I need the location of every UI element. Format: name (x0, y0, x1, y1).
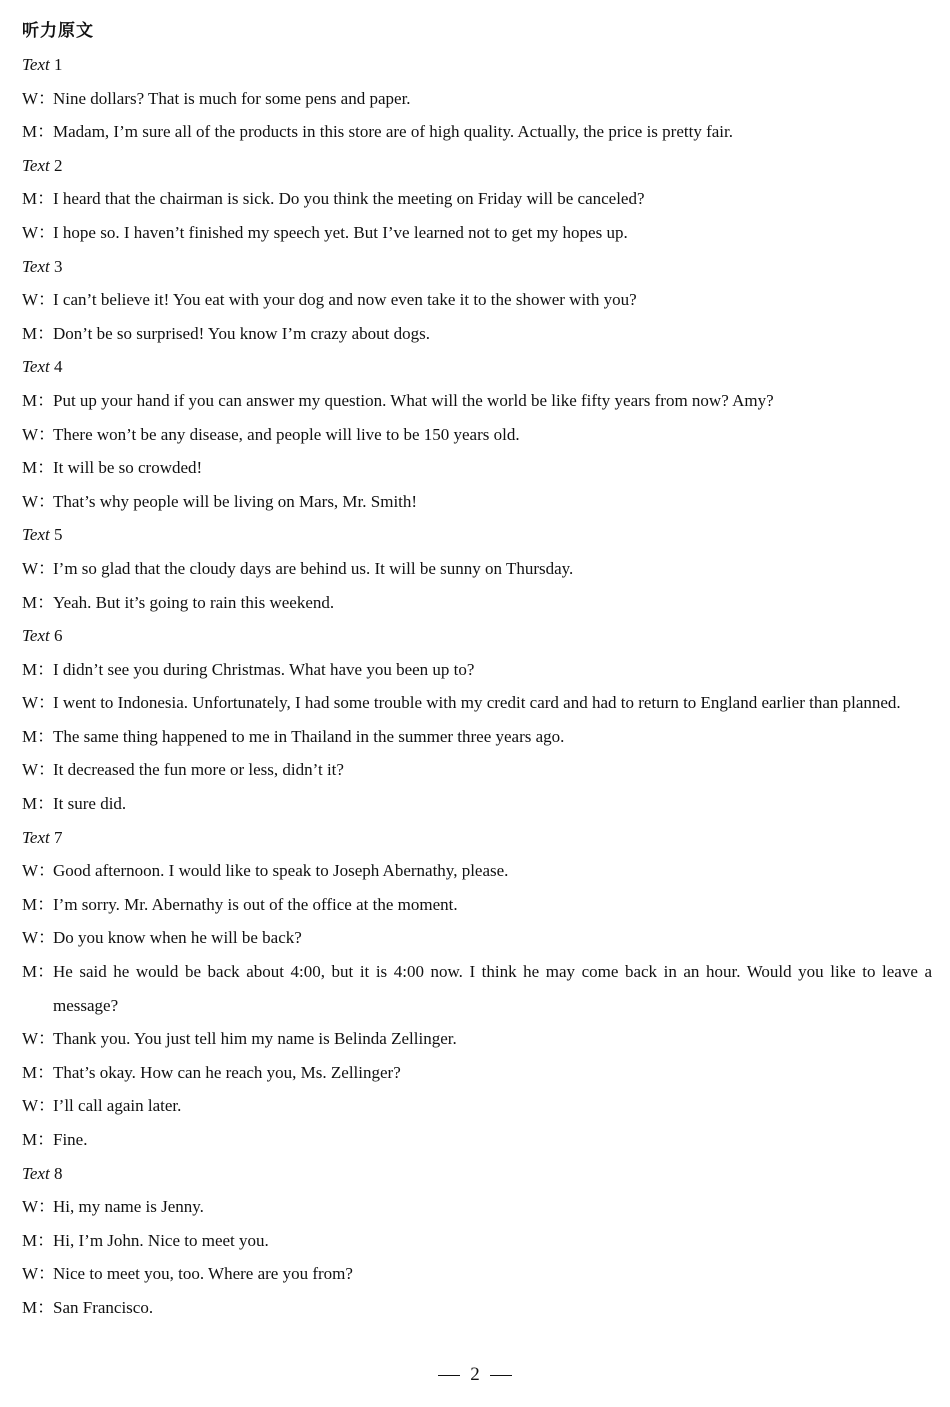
dialogue-text: That’s okay. How can he reach you, Ms. Zellinger? (53, 1062, 401, 1082)
text-number: 3 (53, 256, 63, 276)
dialogue-line (22, 1022, 932, 1056)
dialogue-line (22, 317, 932, 351)
dialogue-text: Yeah. But it’s going to rain this weekend. (53, 592, 335, 612)
speaker-label: M： (22, 962, 55, 982)
speaker-label: M： (22, 592, 55, 612)
speaker-label: W： (22, 290, 56, 310)
dialogue-text: I can’t believe it! You eat with your dog and now even take it to the shower with you? (53, 290, 637, 310)
speaker-label: M： (22, 659, 55, 679)
dialogue-line (22, 854, 932, 888)
dialogue-line (22, 384, 932, 418)
speaker-label: M： (22, 189, 55, 209)
text-label: Text (22, 827, 50, 847)
dialogue-line (22, 921, 932, 955)
speaker-label: W： (22, 491, 56, 511)
speaker-label: M： (22, 1062, 55, 1082)
speaker-label: W： (22, 1264, 56, 1284)
dialogue-text: Thank you. You just tell him my name is Belinda Zellinger. (53, 1029, 457, 1049)
dialogue-text: Good afternoon. I would like to speak to Joseph Abernathy, please. (53, 861, 509, 881)
text-heading (22, 250, 932, 284)
speaker-label: W： (22, 1197, 56, 1217)
text-heading (22, 48, 932, 82)
footer-dash-left (438, 1375, 460, 1376)
speaker-label: W： (22, 760, 56, 780)
speaker-label: M： (22, 458, 55, 478)
dialogue-text: There won’t be any disease, and people will live to be 150 years old. (53, 424, 520, 444)
text-label: Text (22, 1163, 50, 1183)
speaker-label: M： (22, 726, 55, 746)
text-heading (22, 821, 932, 855)
dialogue-text: Madam, I’m sure all of the products in this store are of high quality. Actually, the price is pretty fair. (53, 122, 733, 142)
speaker-label: M： (22, 323, 55, 343)
text-number: 7 (53, 827, 63, 847)
dialogue-line (22, 1190, 932, 1224)
transcript-body (22, 48, 932, 1325)
dialogue-text: That’s why people will be living on Mars, Mr. Smith! (53, 491, 418, 511)
page-number: 2 (470, 1364, 480, 1385)
speaker-label: W： (22, 222, 56, 242)
dialogue-line (22, 720, 932, 754)
dialogue-line (22, 787, 932, 821)
page-footer (0, 1362, 950, 1388)
dialogue-text: It will be so crowded! (53, 458, 203, 478)
dialogue-text: He said he would be back about 4:00, but it is 4:00 now. I think he may come back in an hour. Would you like to leave a message? (53, 962, 932, 1015)
dialogue-line (22, 753, 932, 787)
dialogue-text: Fine. (53, 1130, 88, 1149)
text-label: Text (22, 256, 50, 276)
speaker-label: M： (22, 122, 55, 142)
speaker-label: M： (22, 1130, 55, 1149)
speaker-label: W： (22, 861, 56, 881)
speaker-label: W： (22, 693, 56, 713)
dialogue-text: Do you know when he will be back? (53, 928, 302, 948)
speaker-label: M： (22, 1297, 55, 1317)
dialogue-line (22, 451, 932, 485)
speaker-label: W： (22, 424, 56, 444)
text-number: 6 (53, 626, 63, 646)
dialogue-text: I’m sorry. Mr. Abernathy is out of the office at the moment. (53, 894, 458, 914)
dialogue-text: The same thing happened to me in Thailand in the summer three years ago. (53, 726, 565, 746)
speaker-label: W： (22, 558, 56, 578)
text-number: 4 (53, 357, 63, 377)
text-heading (22, 149, 932, 183)
dialogue-text: Nine dollars? That is much for some pens and paper. (53, 88, 411, 108)
dialogue-line (22, 1123, 932, 1157)
speaker-label: M： (22, 390, 55, 410)
dialogue-text: It decreased the fun more or less, didn’t it? (53, 760, 344, 780)
dialogue-text: Don’t be so surprised! You know I’m crazy about dogs. (53, 323, 430, 343)
dialogue-line (22, 653, 932, 687)
text-label: Text (22, 626, 50, 646)
dialogue-text: I didn’t see you during Christmas. What have you been up to? (53, 659, 475, 679)
dialogue-line (22, 82, 932, 116)
text-number: 2 (53, 155, 63, 175)
dialogue-line (22, 1224, 932, 1258)
dialogue-text: I went to Indonesia. Unfortunately, I had some trouble with my credit card and had to return to England earlier than planned. (53, 693, 901, 713)
dialogue-text: San Francisco. (53, 1297, 154, 1317)
dialogue-text: Nice to meet you, too. Where are you from? (53, 1264, 353, 1284)
dialogue-line (22, 1089, 932, 1123)
dialogue-line (22, 418, 932, 452)
dialogue-text: Hi, I’m John. Nice to meet you. (53, 1230, 269, 1250)
text-label: Text (22, 155, 50, 175)
text-number: 5 (53, 525, 63, 545)
dialogue-line (22, 1257, 932, 1291)
speaker-label: W： (22, 88, 56, 108)
speaker-label: W： (22, 928, 56, 948)
dialogue-line (22, 552, 932, 586)
dialogue-line (22, 115, 932, 149)
dialogue-line (22, 182, 932, 216)
dialogue-line (22, 955, 932, 1022)
dialogue-text: I’ll call again later. (53, 1096, 182, 1116)
text-label: Text (22, 525, 50, 545)
speaker-label: M： (22, 794, 55, 814)
dialogue-line (22, 485, 932, 519)
speaker-label: M： (22, 1230, 55, 1250)
dialogue-text: I’m so glad that the cloudy days are behind us. It will be sunny on Thursday. (53, 558, 574, 578)
text-number: 8 (53, 1163, 63, 1183)
text-heading (22, 619, 932, 653)
dialogue-text: Put up your hand if you can answer my question. What will the world be like fifty years from now? Amy? (53, 390, 774, 410)
dialogue-line (22, 1056, 932, 1090)
dialogue-line (22, 1291, 932, 1325)
dialogue-text: Hi, my name is Jenny. (53, 1197, 204, 1217)
dialogue-text: It sure did. (53, 794, 127, 814)
speaker-label: W： (22, 1096, 56, 1116)
dialogue-line (22, 283, 932, 317)
dialogue-text: I heard that the chairman is sick. Do you think the meeting on Friday will be canceled? (53, 189, 645, 209)
speaker-label: W： (22, 1029, 56, 1049)
dialogue-line (22, 686, 932, 720)
text-number: 1 (53, 55, 63, 74)
dialogue-line (22, 586, 932, 620)
text-heading (22, 1157, 932, 1191)
text-heading (22, 350, 932, 384)
text-label: Text (22, 55, 50, 74)
page-title: 听力原文 (22, 21, 94, 41)
dialogue-line (22, 216, 932, 250)
text-heading (22, 518, 932, 552)
speaker-label: M： (22, 894, 55, 914)
text-label: Text (22, 357, 50, 377)
footer-dash-right (490, 1375, 512, 1376)
dialogue-line (22, 888, 932, 922)
dialogue-text: I hope so. I haven’t finished my speech yet. But I’ve learned not to get my hopes up. (53, 222, 628, 242)
